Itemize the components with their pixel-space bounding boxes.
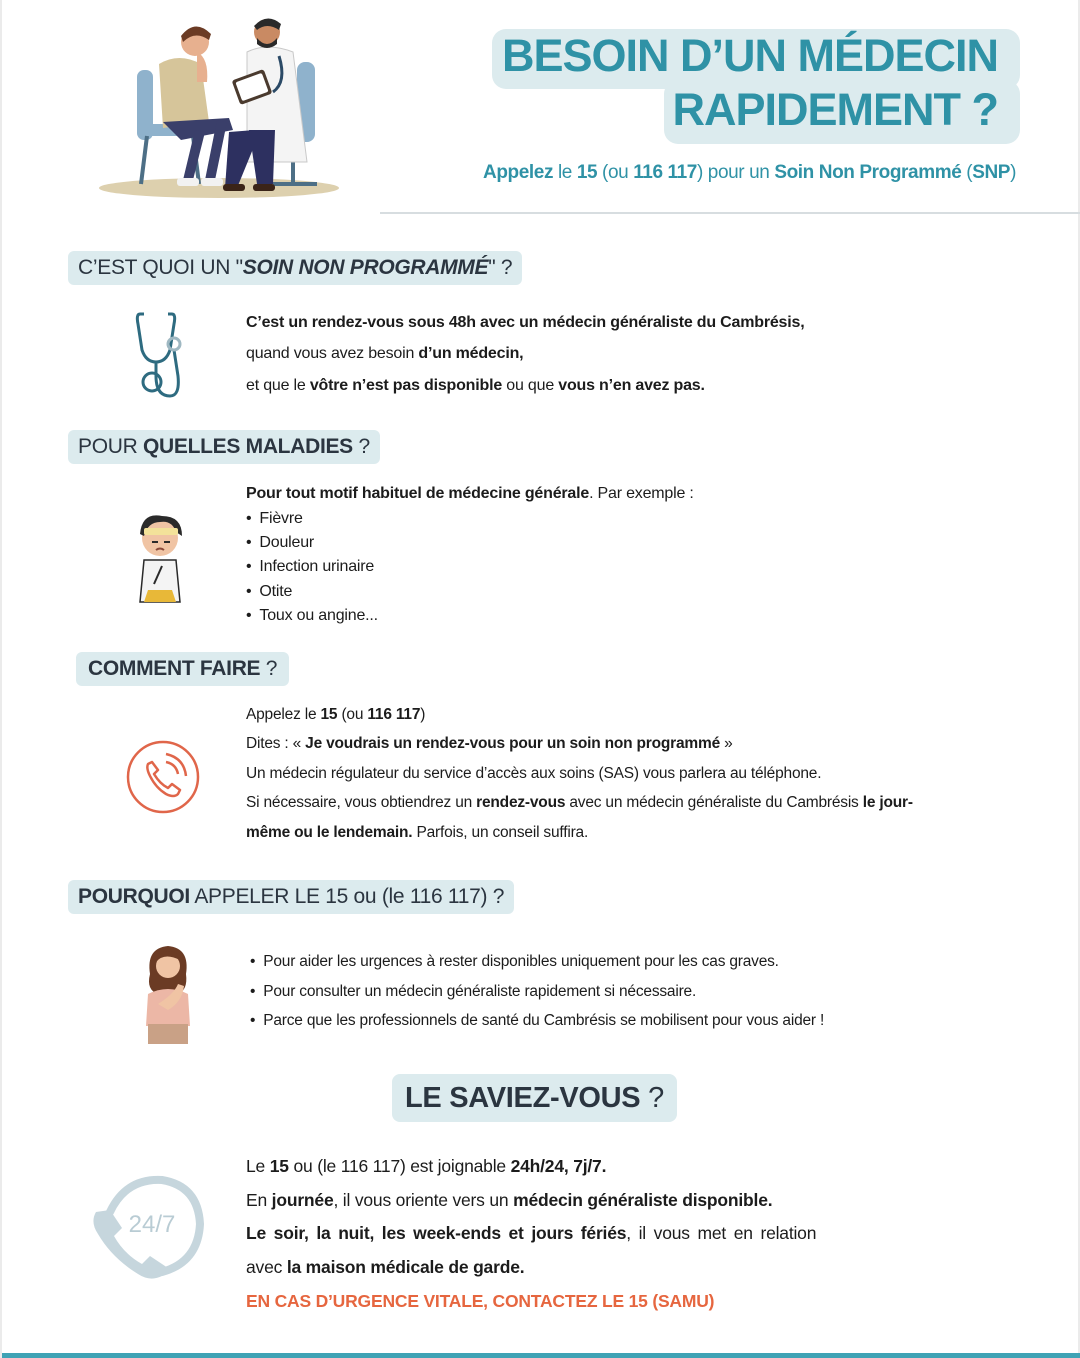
pourquoi-item: • Pour consulter un médecin généraliste rapidement si nécessaire. <box>250 983 696 1001</box>
phone-call-icon <box>124 738 202 816</box>
page-title-line1: BESOIN D’UN MÉDECIN <box>501 30 998 81</box>
comment-line-5: même ou le lendemain. Parfois, un conseil suffira. <box>246 824 589 841</box>
sick-child-icon <box>132 510 188 604</box>
quoi-line-1: C’est un rendez-vous sous 48h avec un médecin généraliste du Cambrésis, <box>246 314 805 331</box>
quoi-line-2: quand vous avez besoin d’un médecin, <box>246 345 524 362</box>
section-heading-saviez: LE SAVIEZ-VOUS ? <box>392 1074 677 1122</box>
pourquoi-item: • Pour aider les urgences à rester disponibles uniquement pour les cas graves. <box>250 953 779 971</box>
saviez-line-4: avec la maison médicale de garde. <box>246 1257 525 1277</box>
saviez-line-1: Le 15 ou (le 116 117) est joignable 24h/24, 7j/7. <box>246 1156 607 1176</box>
maladies-item: • Fièvre <box>246 510 303 528</box>
thinking-woman-icon <box>138 944 198 1044</box>
maladies-intro: Pour tout motif habituel de médecine générale. Par exemple : <box>246 485 694 502</box>
section-heading-comment: COMMENT FAIRE ? <box>76 652 289 686</box>
24-7-label: 24/7 <box>128 1211 176 1238</box>
bottom-accent-bar <box>2 1353 1080 1358</box>
saviez-line-3: Le soir, la nuit, les week-ends et jours fériés, il vous met en relation <box>246 1223 817 1243</box>
maladies-item: • Douleur <box>246 534 314 552</box>
section-heading-quoi: C’EST QUOI UN "SOIN NON PROGRAMMÉ" ? <box>68 251 522 285</box>
24-7-phone-icon <box>90 1172 206 1286</box>
urgent-notice: EN CAS D’URGENCE VITALE, CONTACTEZ LE 15 (SAMU) <box>246 1291 715 1311</box>
quoi-line-3: et que le vôtre n’est pas disponible ou que vous n’en avez pas. <box>246 377 705 394</box>
section-heading-pourquoi: POURQUOI APPELER LE 15 ou (le 116 117) ? <box>68 880 514 914</box>
header-divider <box>380 212 1080 214</box>
comment-line-1: Appelez le 15 (ou 116 117) <box>246 706 426 723</box>
saviez-line-2: En journée, il vous oriente vers un médecin généraliste disponible. <box>246 1190 773 1210</box>
maladies-item: • Infection urinaire <box>246 558 374 576</box>
page-subtitle: Appelez le 15 (ou 116 117) pour un Soin Non Programmé (SNP) <box>483 162 1016 183</box>
stethoscope-icon <box>130 310 186 402</box>
section-heading-maladies: POUR QUELLES MALADIES ? <box>68 430 380 464</box>
maladies-item: • Toux ou angine... <box>246 607 378 625</box>
page-title-line2: RAPIDEMENT ? <box>672 84 998 135</box>
patient-doctor-illustration <box>97 12 342 202</box>
comment-line-4: Si nécessaire, vous obtiendrez un rendez-vous avec un médecin généraliste du Cambrésis le jour- <box>246 794 913 811</box>
pourquoi-item: • Parce que les professionnels de santé du Cambrésis se mobilisent pour vous aider ! <box>250 1012 824 1030</box>
maladies-item: • Otite <box>246 583 292 601</box>
comment-line-2: Dites : « Je voudrais un rendez-vous pour un soin non programmé » <box>246 735 733 752</box>
comment-line-3: Un médecin régulateur du service d’accès aux soins (SAS) vous parlera au téléphone. <box>246 765 822 782</box>
